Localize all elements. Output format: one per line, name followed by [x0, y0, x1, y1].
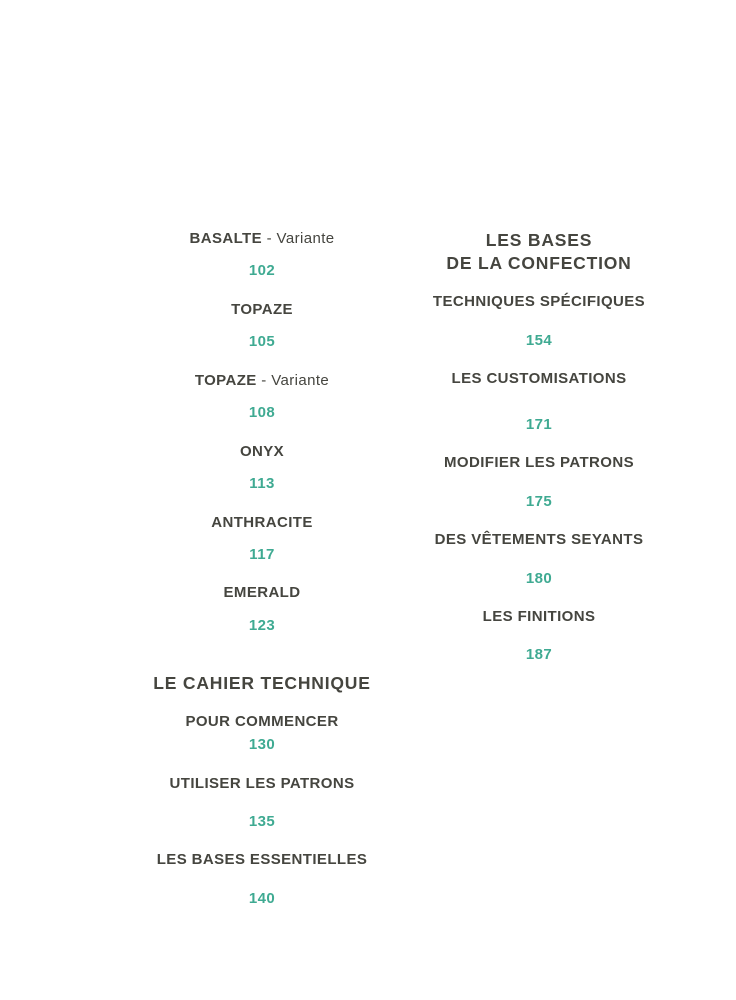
toc-page-number: 187 [525, 646, 553, 663]
toc-page-number: 154 [525, 332, 553, 349]
toc-entry-suffix: - Variante [256, 372, 330, 389]
toc-entry-title: ANTHRACITE [211, 514, 313, 531]
toc-entry-title: TOPAZE [231, 301, 293, 318]
toc-page-number: 130 [248, 736, 276, 753]
toc-entry-les-finitions: LES FINITIONS [482, 608, 596, 625]
toc-entry-title: TOPAZE [194, 372, 257, 389]
toc-entry-onyx [240, 444, 284, 459]
toc-page-number: 102 [248, 262, 276, 279]
section-heading-cahier-technique: LE CAHIER TECHNIQUE [153, 673, 371, 693]
toc-page-number: 113 [249, 475, 275, 492]
toc-page-number: 123 [248, 617, 276, 634]
toc-page-number: 117 [249, 546, 275, 563]
section-heading-line-1: LES BASES [485, 230, 593, 250]
toc-page-number: 105 [248, 333, 276, 350]
toc-entry-les-customisations: LES CUSTOMISATIONS [451, 370, 627, 387]
toc-entry-les-bases-essentielles: LES BASES ESSENTIELLES [156, 851, 368, 868]
toc-entry-emerald [224, 585, 301, 600]
toc-entry-title: BASALTE [189, 230, 263, 247]
toc-page-number: 180 [525, 570, 553, 587]
toc-entry-basalte-variante [189, 231, 334, 246]
toc-entry-suffix: - Variante [262, 230, 335, 247]
toc-entry-topaze [231, 302, 293, 317]
toc-page-number: 108 [248, 404, 276, 421]
toc-page-number: 171 [525, 416, 553, 433]
toc-entry-anthracite [211, 515, 313, 530]
toc-entry-utiliser-les-patrons: UTILISER LES PATRONS [169, 775, 355, 792]
toc-entry-techniques-specifiques: TECHNIQUES SPÉCIFIQUES [432, 293, 646, 310]
toc-entry-title: ONYX [239, 443, 285, 460]
toc-entry-pour-commencer: POUR COMMENCER [185, 713, 339, 730]
toc-entry-modifier-les-patrons: MODIFIER LES PATRONS [444, 454, 634, 471]
toc-entry-des-vetements-seyants: DES VÊTEMENTS SEYANTS [434, 531, 644, 548]
toc-page-number: 140 [248, 890, 276, 907]
toc-entry-title: EMERALD [223, 584, 301, 601]
toc-entry-topaze-variante [195, 373, 329, 388]
toc-page-number: 175 [525, 493, 553, 510]
toc-page-number: 135 [248, 813, 276, 830]
section-heading-line-2: DE LA CONFECTION [446, 253, 632, 273]
